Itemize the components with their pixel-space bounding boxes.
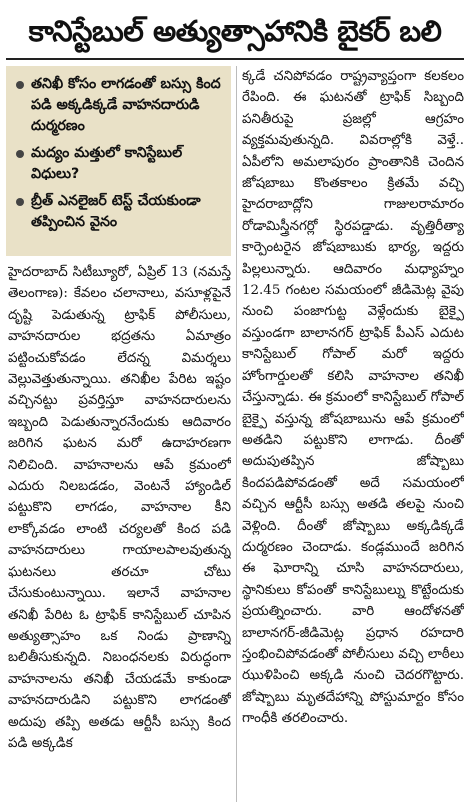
highlight-item bbox=[16, 143, 225, 185]
highlight-item bbox=[16, 74, 225, 137]
bullet-icon bbox=[16, 198, 24, 206]
headline-rule bbox=[6, 58, 464, 60]
bullet-icon bbox=[16, 81, 24, 89]
highlight-text: తనిఖీ కోసం లాగడంతో బస్సు కింద పడి అక్కడిక్కడే వాహనదారుడి దుర్మరణం bbox=[31, 76, 221, 134]
article-paragraph: క్కడే చనిపోవడం రాష్ట్రవ్యాప్తంగా కలకలం రేపింది. ఈ ఘటనతో ట్రాఫిక్ సిబ్బంది పనితీరుపై ప్రజల్లో ఆగ్రహం వ్యక్తమవుతున్నది. వివరాల్లోకి వెళ్తే.. ఏపీలోని అమలాపురం ప్రాంతానికి చెందిన జోషబాబు కొంతకాలం క్రితమే వచ్చి హైదరాబాద్లోని గాజులరామారం రోడామిస్త్రీనగర్లో స్థిరపడ్డాడు. వృత్తిరీత్యా కార్పెంటరైన జోషబాబుకు భార్య, ఇద్దరు పిల్లలున్నారు. ఆదివారం మధ్యాహ్నం 12.45 గంటల సమయంలో జీడిమెట్ల వైపు నుంచి పంజాగుట్ట వెళ్లేందుకు బైక్పై వస్తుండగా బాలానగర్ ట్రాఫిక్ పీఎస్ ఎదుట కానిస్టేబుల్ గోపాల్ మరో ఇద్దరు హోంగార్డులతో కలిసి వాహనాల తనిఖీ చేస్తున్నాడు. ఈ క్రమంలో కానిస్టేబుల్ గోపాల్ బైక్పై వస్తున్న జోషబాబును ఆపే క్రమంలో అతడిని పట్టుకొని లాగాడు. దీంతో అదుపుతప్పిన జోష్బాబు కిందపడిపోవడంతో అదే సమయంలో వచ్చిన ఆర్టీసీ బస్సు అతడి తలపై నుంచి వెళ్లింది. దీంతో జోష్బాబు అక్కడిక్కడే దుర్మరణం చెందాడు. కండ్లముందే జరిగిన ఈ ఘోరాన్ని చూసి వాహనదారులు, స్థానికులు కోపంతో కానిస్టేబుల్ను కొట్టేందుకు ప్రయత్నించారు. వారి ఆందోళనతో బాలానగర్-జీడిమెట్ల ప్రధాన రహదారి స్తంభించిపోవడంతో పోలీసులు వచ్చి లాఠీలు ఝుళిపించి అక్కడి నుంచి చెదరగొట్టారు. జోష్బాబు మృతదేహాన్ని పోస్టుమార్టం కోసం గాంధీకి తరలించారు. bbox=[242, 69, 464, 727]
highlight-text: మద్యం మత్తులో కానిస్టేబుల్ విధులు? bbox=[31, 145, 183, 182]
highlights-box bbox=[6, 66, 231, 256]
highlight-item bbox=[16, 191, 225, 233]
highlight-text: బ్రీత్ ఎనలైజర్ టెస్ట్ చేయకుండా తప్పించిన వైనం bbox=[31, 193, 201, 230]
article-paragraph: హైదరాబాద్ సిటీబ్యూరో, ఏప్రిల్ 13 (నమస్తే తెలంగాణ): కేవలం చలానాలు, వసూళ్లపైనే దృష్టి పెడుతున్న ట్రాఫిక్ పోలీసులు, వాహనదారుల భద్రతను ఏమాత్రం పట్టించుకోవడం లేదన్న విమర్శలు వెల్లువెత్తుతున్నాయి. తనిఖీల పేరిట ఇష్టం వచ్చినట్టు ప్రవర్తిస్తూ వాహనదారులను ఇబ్బంది పెడుతున్నారనేందుకు ఆదివారం జరిగిన ఘటన మరో ఉదాహరణగా నిలిచింది. వాహనాలను ఆపే క్రమంలో ఎదురు నిలబడడం, వెంటనే హ్యాండిల్ పట్టుకొని లాగడం, వాహనాల కీని లాక్కోవడం లాంటి చర్యలతో కింద పడి వాహనదారులు గాయాలపాలవుతున్న ఘటనలు తరచూ చోటు చేసుకుంటున్నాయి. ఇలానే వాహనాల తనిఖీ పేరిట ఓ ట్రాఫిక్ కానిస్టేబుల్ చూపిన అత్యుత్సాహం ఒక నిండు ప్రాణాన్ని బలితీసుకున్నది. నిబంధనలకు విరుద్ధంగా వాహనాలను తనిఖీ చేయడమే కాకుండా వాహనదారుడిని పట్టుకొని లాగడంతో అదుపు తప్పి అతడు ఆర్టీసీ బస్సు కింద పడి అక్కడిక bbox=[8, 265, 231, 751]
column-divider bbox=[236, 66, 237, 802]
article-column-left bbox=[8, 262, 231, 802]
bullet-icon bbox=[16, 150, 24, 158]
article-column-right bbox=[242, 66, 464, 802]
headline: కానిస్టేబుల్ అత్యుత్సాహానికి బైకర్ బలి bbox=[28, 14, 442, 48]
